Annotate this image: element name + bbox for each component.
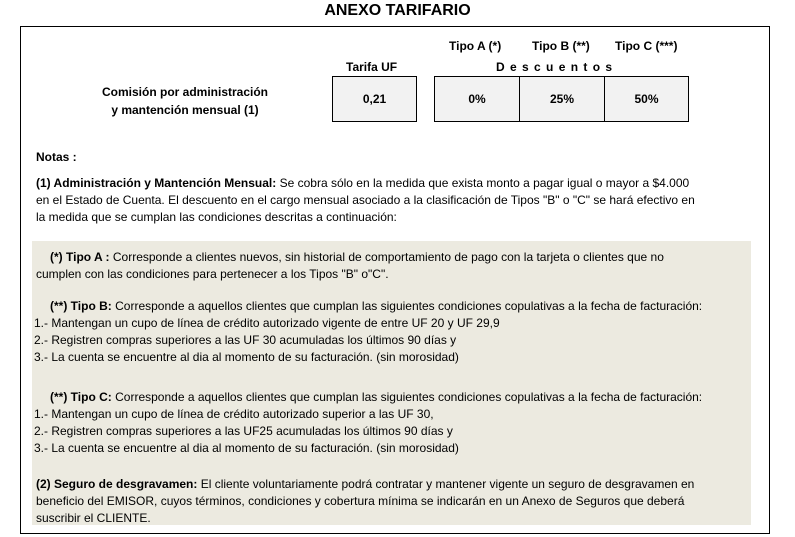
notes-label: Notas : <box>36 150 77 164</box>
tipo-c-item-2: 2.- Registren compras superiores a las UF25 acumuladas los últimos 90 días y <box>34 424 453 438</box>
commission-row-label <box>60 83 310 119</box>
tipo-c-header: Tipo C (***) <box>615 39 678 53</box>
note-1-line2: en el Estado de Cuenta. El descuento en el cargo mensual asociado a la clasificación de Tipos "B" o "C" se hará efectivo en <box>36 193 695 207</box>
tipo-c-intro: (**) Tipo C: Corresponde a aquellos clientes que cumplan las siguientes condiciones copulativas a la fecha de facturación: <box>50 390 703 404</box>
tipo-a-title: (*) Tipo A : <box>50 250 110 264</box>
tipo-b-header: Tipo B (**) <box>532 39 590 53</box>
note-1-title: (1) Administración y Mantención Mensual: <box>36 176 277 190</box>
note-2-line2: beneficio del EMISOR, cuyos términos, condiciones y cobertura mínima se indicarán en un Anexo de Seguros que deberá <box>36 494 685 508</box>
note-1-line1: Se cobra sólo en la medida que exista monto a pagar igual o mayor a $4.000 <box>276 176 690 190</box>
tipo-b-item-3: 3.- La cuenta se encuentre al dia al momento de su facturación. (sin morosidad) <box>34 350 459 364</box>
discount-cells-box <box>434 76 689 122</box>
tipo-b-item-2: 2.- Registren compras superiores a las UF 30 acumuladas los últimos 90 días y <box>34 333 457 347</box>
tipo-c-item-1: 1.- Mantengan un cupo de línea de crédito autorizado superior a las UF 30, <box>34 407 434 421</box>
tipo-a-line2: cumplen con las condiciones para pertenecer a los Tipos "B" o"C". <box>36 267 389 281</box>
tarifa-cell-box <box>332 76 417 122</box>
tipo-a-line1: (*) Tipo A : Corresponde a clientes nuevos, sin historial de comportamiento de pago con la tarjeta o clientes que no <box>50 250 664 264</box>
note-2-line1: (2) Seguro de desgravamen: El cliente voluntariamente podrá contratar y mantener vigente un seguro de desgravamen en <box>36 477 695 491</box>
note-1 <box>36 175 758 226</box>
note-1-line3: la medida que se cumplan las condiciones descritas a continuación: <box>36 210 397 224</box>
tipo-a-header: Tipo A (*) <box>449 39 502 53</box>
tipo-c-item-3: 3.- La cuenta se encuentre al dia al momento de su facturación. (sin morosidad) <box>34 441 459 455</box>
tarifa-value: 0,21 <box>333 77 416 121</box>
tipo-b-value: 25% <box>520 77 605 121</box>
tipo-b-title: (**) Tipo B: <box>50 299 112 313</box>
tarifa-header: Tarifa UF <box>346 60 398 74</box>
descuentos-header: D e s c u e n t o s <box>496 60 614 74</box>
tipo-b-intro: (**) Tipo B: Corresponde a aquellos clientes que cumplan las siguientes condiciones copulativas a la fecha de facturación: <box>50 299 703 313</box>
tipo-a-value: 0% <box>435 77 520 121</box>
note-2-line3: suscribir el CLIENTE. <box>36 511 151 525</box>
commission-label-line1: Comisión por administración <box>101 85 269 99</box>
note-2-title: (2) Seguro de desgravamen: <box>36 477 198 491</box>
tipo-b-item-1: 1.- Mantengan un cupo de línea de crédito autorizado vigente de entre UF 20 y UF 29,9 <box>34 316 500 330</box>
document-title: ANEXO TARIFARIO <box>324 2 471 19</box>
tipo-c-value: 50% <box>605 77 688 121</box>
commission-label-line2: y mantención mensual (1) <box>111 103 259 117</box>
tipo-c-title: (**) Tipo C: <box>50 390 112 404</box>
